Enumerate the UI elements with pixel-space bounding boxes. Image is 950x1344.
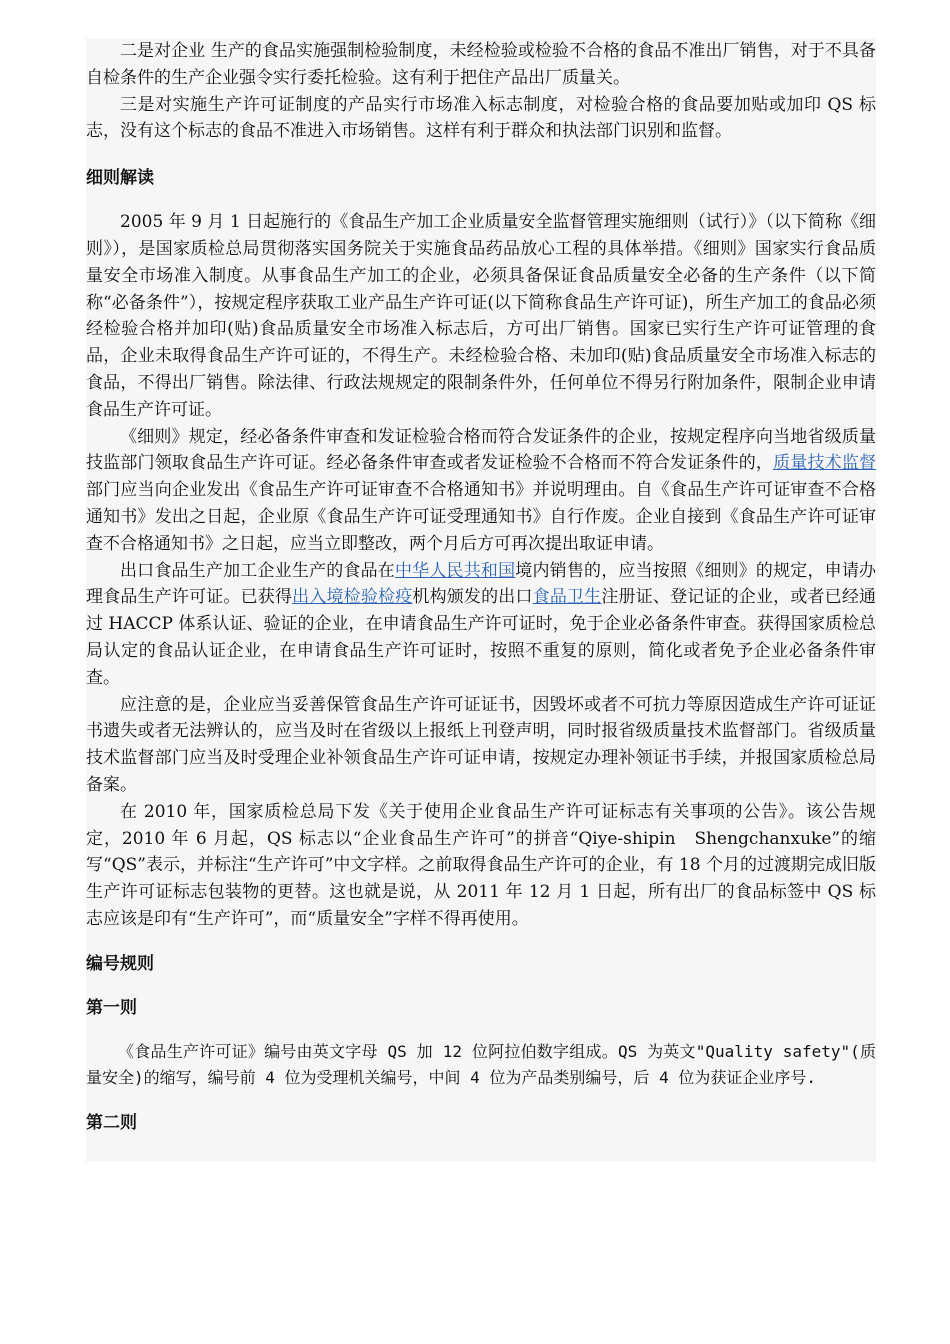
section-title-rules-interpretation: 细则解读	[86, 168, 154, 189]
document-page	[86, 38, 876, 1162]
page-bottom-spacer	[86, 1154, 876, 1162]
text-segment: 《细则》规定，经必备条件审查和发证检验合格而符合发证条件的企业，按规定程序向当地省级质量技监部门领取食品生产许可证。经必备条件审查或者发证检验不合格而不符合发证条件的，	[86, 426, 876, 474]
link-prc[interactable]: 中华人民共和国	[394, 560, 516, 581]
paragraph-rules-certificate-loss: 应注意的是，企业应当妥善保管食品生产许可证证书，因毁坏或者不可抗力等原因造成生产许可证证书遗失或者无法辨认的，应当及时在省级以上报纸上刊登声明，同时报省级质量技术监督部门。省级质量技术监督部门应当及时受理企业补领食品生产许可证申请，按规定办理补领证书手续，并报国家质检总局备案。	[86, 694, 876, 795]
subsection-title-rule-1: 第一则	[86, 997, 137, 1018]
text-segment: 机构颁发的出口	[412, 587, 533, 608]
paragraph-market-access-mark: 三是对实施生产许可证制度的产品实行市场准入标志制度，对检验合格的食品要加贴或加印 QS 标志，没有这个标志的食品不准进入市场销售。这样有利于群众和执法部门识别和监督。	[86, 94, 876, 142]
link-quality-supervision[interactable]: 质量技术监督	[773, 453, 876, 474]
subsection-title-rule-2: 第二则	[86, 1112, 137, 1133]
section-title-numbering-rules: 编号规则	[86, 953, 154, 974]
link-entry-exit-inspection[interactable]: 出入境检验检疫	[292, 587, 413, 608]
link-food-hygiene[interactable]: 食品卫生	[532, 587, 602, 608]
paragraph-mandatory-inspection: 二是对企业 生产的食品实施强制检验制度，未经检验或检验不合格的食品不准出厂销售，对于不具备自检条件的生产企业强令实行委托检验。这有利于把住产品出厂质量关。	[86, 41, 876, 88]
paragraph-rules-license-issuance	[86, 424, 876, 558]
text-segment: 出口食品生产加工企业生产的食品在	[120, 560, 395, 581]
text-segment: 部门应当向企业发出《食品生产许可证审查不合格通知书》并说明理由。自《食品生产许可证审查不合格通知书》发出之日起，企业原《食品生产许可证受理通知书》自行作废。企业自接到《食品生产许可证审查不合格通知书》之日起，应当立即整改，两个月后方可再次提出取证申请。	[86, 480, 876, 554]
text-segment: 注册证、登记证的企业，或者已经通过 HACCP 体系认证、验证的企业，在申请食品生产许可证时，免于企业必备条件审查。获得国家质检总局认定的食品认证企业，在申请食品生产许可证时，按照不重复的原则，简化或者免予企业必备条件审查。	[86, 587, 877, 688]
paragraph-rule-1: 《食品生产许可证》编号由英文字母 QS 加 12 位阿拉伯数字组成。QS 为英文"Quality safety"(质量安全)的缩写，编号前 4 位为受理机关编号，中间 4 位为产品类别编号，后 4 位为获证企业序号.	[86, 1041, 876, 1088]
text-segment: 境内销售的，应当按照《细则》的规定，申请办理食品生产许可证。已获得	[86, 560, 877, 608]
paragraph-rules-qs-mark-2010: 在 2010 年，国家质检总局下发《关于使用企业食品生产许可证标志有关事项的公告》。该公告规定，2010 年 6 月起，QS 标志以“企业食品生产许可”的拼音“Qiye-shipin Shengchanxuke”的缩写“QS”表示，并标注“生产许可”中文字样。之前取得食品生产许可的企业，有 18 个月的过渡期完成旧版生产许可证标志包装物的更替。这也就是说，从 2011 年 12 月 1 日起，所有出厂的食品标签中 QS 标志应该是印有“生产许可”，而“质量安全”字样不得再使用。	[86, 801, 876, 929]
paragraph-rules-overview: 2005 年 9 月 1 日起施行的《食品生产加工企业质量安全监督管理实施细则（试行）》（以下简称《细则》），是国家质检总局贯彻落实国务院关于实施食品药品放心工程的具体举措。《细则》国家实行食品质量安全市场准入制度。从事食品生产加工的企业，必须具备保证食品质量安全必备的生产条件（以下简称“必备条件”），按规定程序获取工业产品生产许可证(以下简称食品生产许可证)，所生产加工的食品必须经检验合格并加印(贴)食品质量安全市场准入标志后，方可出厂销售。国家已实行生产许可证管理的食品，企业未取得食品生产许可证的，不得生产。未经检验合格、未加印(贴)食品质量安全市场准入标志的食品，不得出厂销售。除法律、行政法规规定的限制条件外，任何单位不得另行附加条件，限制企业申请食品生产许可证。	[86, 212, 876, 420]
paragraph-rules-export-enterprises	[86, 558, 876, 692]
